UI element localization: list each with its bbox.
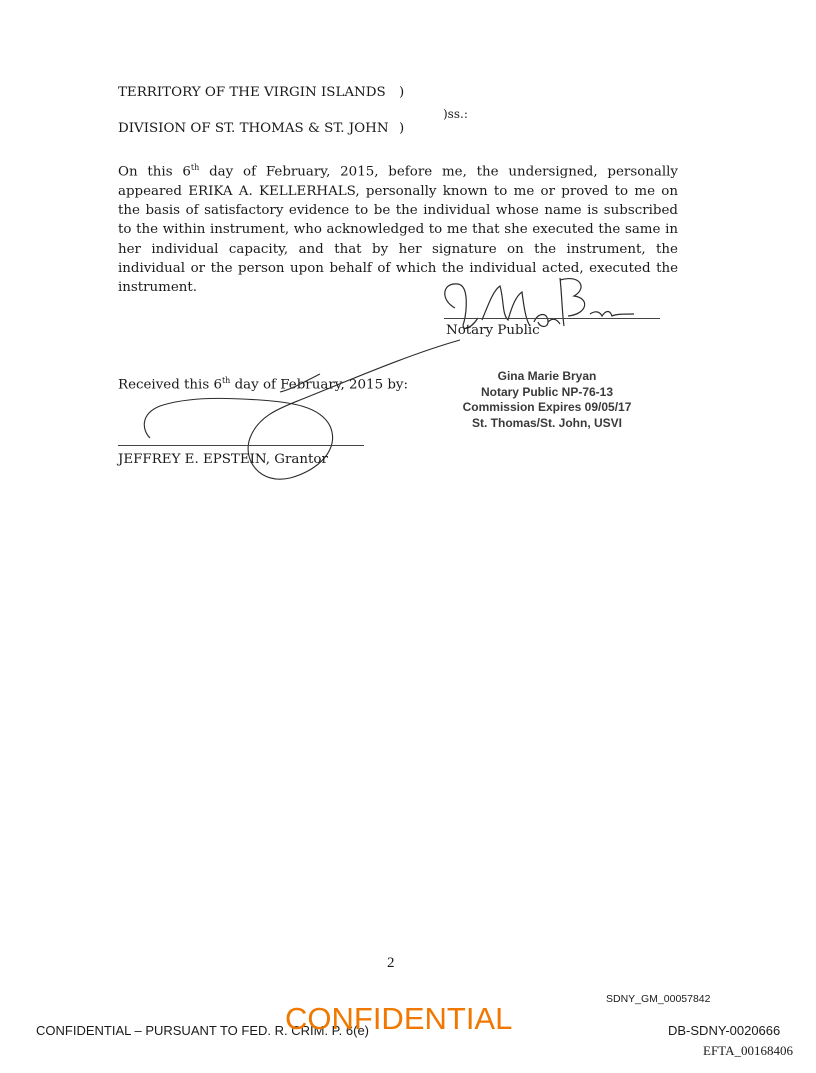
ack-text: day of February, 2015, before me, the undersigned, personally appeared ERIKA A. KELLERHALS, personally known to me or proved to me on the basis of satisfactory evidence to be the individual whose name is subscribed to the within instrument, who acknowledged to me that she executed the same in her individual capacity, and that by her signature on the instrument, the individual or the person upon behalf of which the individual acted, executed the instrument. bbox=[118, 164, 678, 296]
stamp-line-name: Gina Marie Bryan bbox=[497, 369, 597, 383]
stamp-line-commission: Commission Expires 09/05/17 bbox=[462, 400, 632, 414]
venue-line-territory: TERRITORY OF THE VIRGIN ISLANDS bbox=[118, 85, 386, 100]
bates-right: DB-SDNY-0020666 bbox=[668, 1023, 781, 1038]
venue-paren-1: ) bbox=[399, 85, 405, 100]
received-superscript: th bbox=[221, 376, 231, 385]
stamp-line-location: St. Thomas/St. John, USVI bbox=[471, 415, 623, 430]
ack-day-superscript: th bbox=[190, 163, 200, 172]
venue-ss: )ss.: bbox=[443, 107, 468, 121]
bates-top: SDNY_GM_00057842 bbox=[606, 993, 711, 1005]
notary-signature-line bbox=[444, 318, 660, 319]
efta-number: EFTA_00168406 bbox=[703, 1043, 793, 1058]
received-pre: Received this 6 bbox=[118, 377, 222, 393]
ack-on-this: On this 6 bbox=[118, 164, 191, 180]
venue-paren-2: ) bbox=[399, 121, 405, 136]
page-number: 2 bbox=[387, 955, 395, 971]
stamp-line-number: Notary Public NP-76-13 bbox=[480, 384, 614, 399]
grantor-signature-line bbox=[118, 445, 364, 446]
received-post: day of February, 2015 by: bbox=[230, 377, 408, 393]
notary-public-label: Notary Public bbox=[446, 323, 540, 338]
confidential-stamp: CONFIDENTIAL bbox=[285, 1001, 513, 1036]
grantor-label: JEFFREY E. EPSTEIN, Grantor bbox=[118, 452, 328, 467]
confidential-notice: CONFIDENTIAL – PURSUANT TO FED. R. CRIM. P. 6(e) bbox=[36, 1023, 370, 1038]
venue-line-division: DIVISION OF ST. THOMAS & ST. JOHN bbox=[118, 121, 389, 136]
